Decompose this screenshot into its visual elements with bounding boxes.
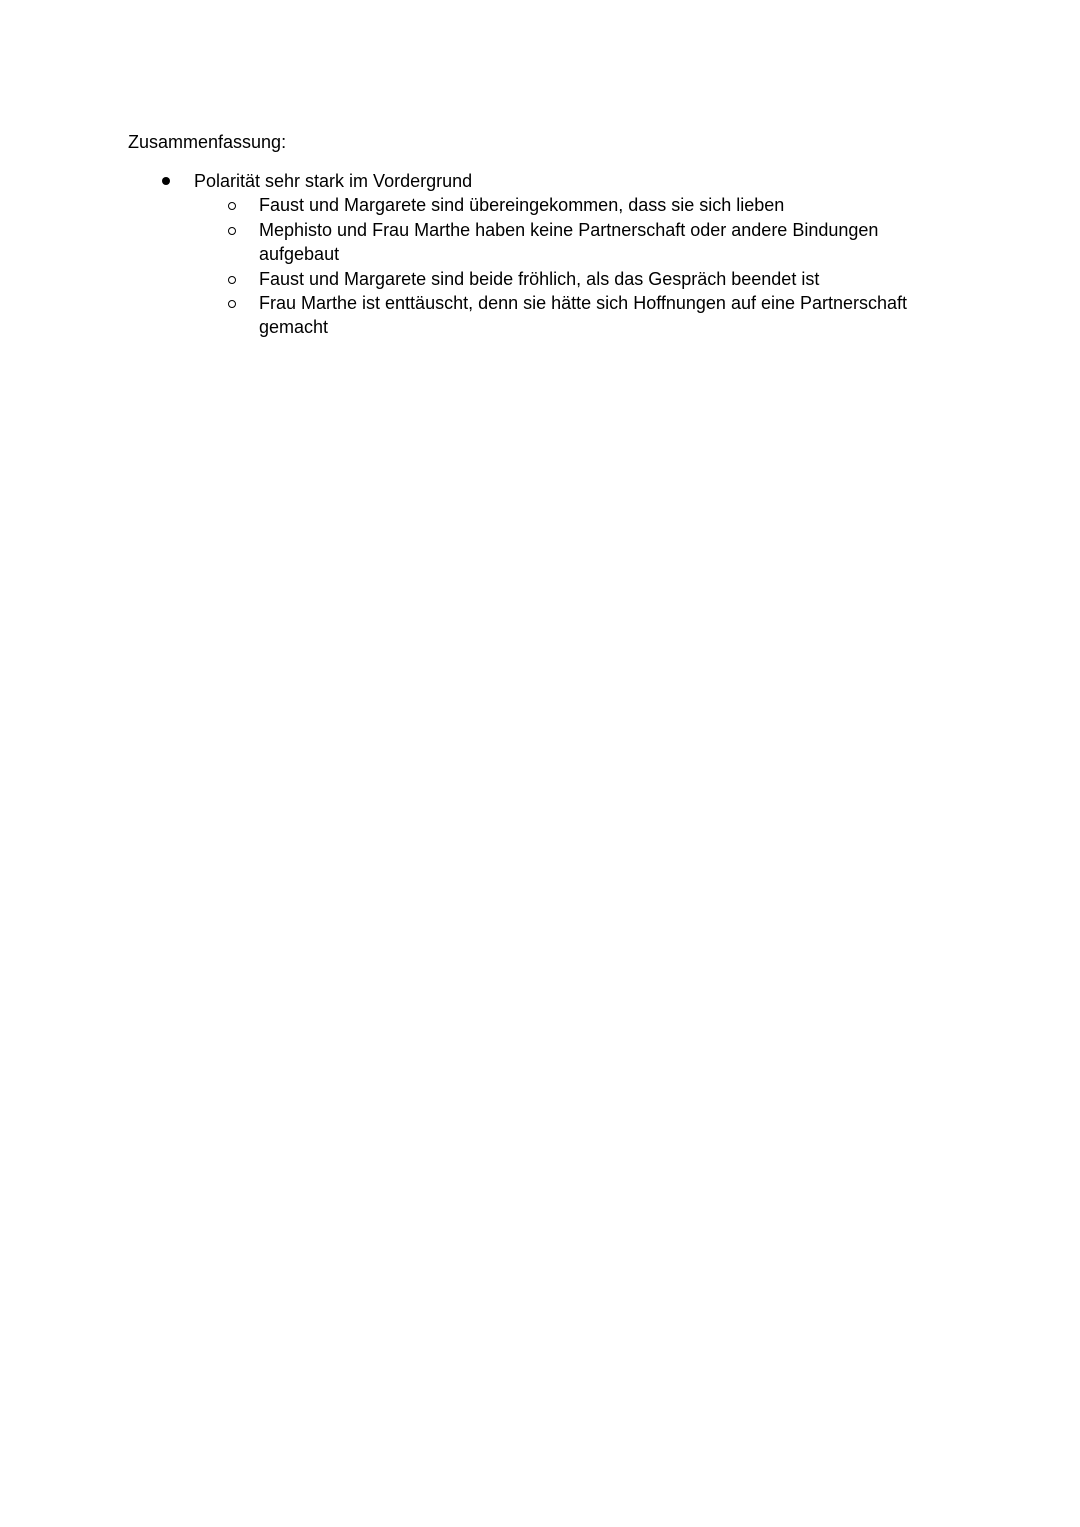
sub-list-item-text: Frau Marthe ist enttäuscht, denn sie hätte sich Hoffnungen auf eine Partnerschaft gemacht xyxy=(259,293,908,338)
sub-list-item xyxy=(194,267,939,291)
sub-list-item-text: Faust und Margarete sind beide fröhlich, als das Gespräch beendet ist xyxy=(259,268,820,289)
sub-list-item-text: Mephisto und Frau Marthe haben keine Partnerschaft oder andere Bindungen aufgebaut xyxy=(259,219,879,265)
list-item-text: Polarität sehr stark im Vordergrund xyxy=(194,171,473,191)
hollow-bullet-icon xyxy=(228,227,236,235)
sub-list-item-text: Faust und Margarete sind übereingekommen, dass sie sich lieben xyxy=(259,195,785,216)
sub-list-item xyxy=(194,218,939,267)
sub-list-item xyxy=(194,291,939,340)
summary-heading: Zusammenfassung: xyxy=(128,132,287,152)
hollow-bullet-icon xyxy=(228,300,236,308)
sub-list-item xyxy=(194,193,939,217)
list-item xyxy=(152,169,952,340)
sub-bullet-list xyxy=(194,193,952,339)
hollow-bullet-icon xyxy=(228,202,236,210)
bullet-list xyxy=(152,169,952,340)
filled-bullet-icon xyxy=(162,177,170,185)
hollow-bullet-icon xyxy=(228,276,236,284)
